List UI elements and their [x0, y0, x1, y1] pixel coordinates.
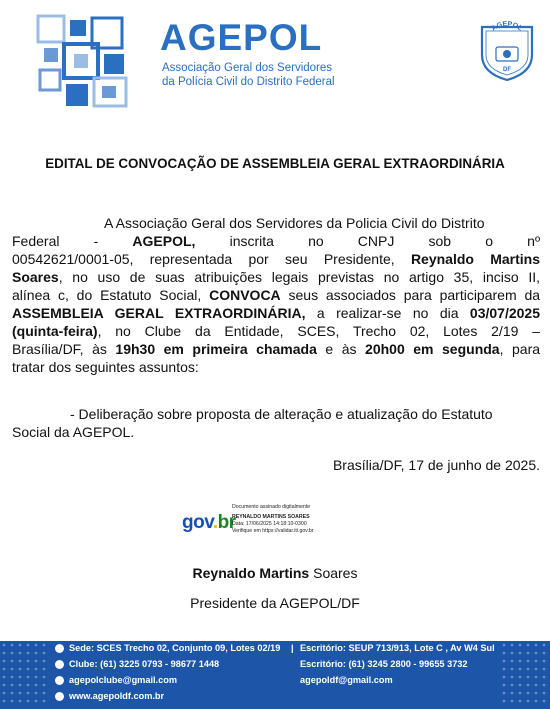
footer-dot: [535, 644, 538, 647]
footer-dot: [535, 676, 538, 679]
footer-dot: [519, 660, 522, 663]
footer-address: Sede: SCES Trecho 02, Conjunto 09, Lotes 02/19: [69, 643, 281, 653]
footer-dot: [27, 660, 30, 663]
footer-dot: [27, 644, 30, 647]
footer-dot: [3, 668, 6, 671]
footer-dot: [543, 668, 546, 671]
footer-dot: [19, 660, 22, 663]
digital-signature-stamp: [176, 500, 356, 546]
place-date: Brasília/DF, 17 de junho de 2025.: [332, 457, 540, 473]
document-title: EDITAL DE CONVOCAÇÃO DE ASSEMBLEIA GERAL EXTRAORDINÁRIA: [45, 156, 505, 171]
svg-text:DF: DF: [503, 67, 511, 73]
footer-dot: [543, 700, 546, 703]
footer-club-email[interactable]: agepolclube@gmail.com: [69, 675, 178, 685]
footer-dot: [3, 684, 6, 687]
footer-dot: [519, 700, 522, 703]
para1-line-8: Brasília/DF, às 19h30 em primeira chamada e às 20h00 em segunda, para: [12, 341, 541, 357]
footer-dot: [11, 684, 14, 687]
footer-dot: [11, 676, 14, 679]
footer-dot: [543, 652, 546, 655]
footer-dot: [511, 652, 514, 655]
footer-dot: [503, 700, 506, 703]
footer-dot: [511, 668, 514, 671]
footer-separator: |: [291, 643, 294, 653]
footer: [0, 641, 550, 709]
footer-office-phone: Escritório: (61) 3245 2800 - 99655 3732: [300, 659, 468, 669]
footer-dot: [535, 668, 538, 671]
footer-dot: [543, 676, 546, 679]
para2-line-1: - Deliberação sobre proposta de alteração e atualização do Estatuto: [70, 406, 493, 422]
footer-dot: [527, 660, 530, 663]
brand-name: AGEPOL: [160, 17, 323, 58]
footer-dot: [503, 652, 506, 655]
footer-dot: [19, 652, 22, 655]
footer-dot: [11, 660, 14, 663]
footer-dot: [535, 684, 538, 687]
footer-dot: [535, 660, 538, 663]
globe-icon: [55, 692, 64, 701]
footer-dot: [35, 692, 38, 695]
footer-club-phone: Clube: (61) 3225 0793 - 98677 1448: [69, 659, 220, 669]
footer-dot: [43, 660, 46, 663]
footer-dot: [11, 644, 14, 647]
footer-dot: [43, 676, 46, 679]
footer-office-address: Escritório: SEUP 713/913, Lote C , Av W4 Sul: [300, 643, 495, 653]
footer-dot: [511, 660, 514, 663]
footer-dot: [527, 644, 530, 647]
signer-name: Reynaldo Martins Soares: [192, 565, 358, 581]
govbr-logo: gov.br: [182, 512, 236, 533]
footer-dot: [11, 692, 14, 695]
footer-dot: [27, 668, 30, 671]
para1-line-3: 00542621/0001-05, representada por seu Presidente, Reynaldo Martins: [12, 251, 541, 267]
footer-dot: [511, 692, 514, 695]
footer-dot: [35, 652, 38, 655]
footer-dot: [503, 692, 506, 695]
footer-dot: [3, 644, 6, 647]
svg-text:AGEPOL: AGEPOL: [490, 20, 524, 33]
footer-dot: [11, 652, 14, 655]
footer-dot: [511, 676, 514, 679]
stamp-line-2: REYNALDO MARTINS SOARES: [232, 514, 310, 520]
footer-dot: [519, 644, 522, 647]
footer-dot: [3, 652, 6, 655]
phone-icon: [55, 660, 64, 669]
footer-dot: [527, 676, 530, 679]
footer-dot: [527, 652, 530, 655]
footer-dot: [503, 668, 506, 671]
footer-dot: [43, 700, 46, 703]
footer-dot: [35, 644, 38, 647]
footer-dot: [27, 692, 30, 695]
footer-dot: [3, 692, 6, 695]
footer-dot: [43, 668, 46, 671]
footer-dot: [19, 644, 22, 647]
footer-dot: [11, 700, 14, 703]
footer-dot: [19, 676, 22, 679]
agepol-logo-squares: [36, 14, 132, 110]
para2-line-2: Social da AGEPOL.: [12, 424, 135, 440]
footer-dot: [27, 700, 30, 703]
footer-dot: [543, 692, 546, 695]
footer-dot: [35, 700, 38, 703]
footer-dot: [19, 668, 22, 671]
footer-dot: [503, 644, 506, 647]
brand-subtitle-1: Associação Geral dos Servidores: [162, 62, 333, 74]
footer-dot: [543, 644, 546, 647]
footer-dot: [519, 668, 522, 671]
footer-dot: [535, 700, 538, 703]
footer-dot: [19, 700, 22, 703]
footer-dot: [43, 644, 46, 647]
brand-subtitle-2: da Polícia Civil do Distrito Federal: [162, 76, 335, 88]
footer-dot: [503, 660, 506, 663]
para1-line-4: Soares, no uso de suas atribuições legais previstas no artigo 35, inciso II,: [12, 269, 540, 285]
location-pin-icon: [55, 644, 64, 653]
agepol-seal: [474, 17, 540, 83]
footer-dot: [527, 668, 530, 671]
footer-dot: [43, 692, 46, 695]
footer-dot: [35, 684, 38, 687]
footer-dot: [11, 668, 14, 671]
footer-dot: [3, 700, 6, 703]
footer-dot: [543, 684, 546, 687]
footer-dot: [19, 684, 22, 687]
footer-dot: [27, 676, 30, 679]
para1-line-7: (quinta-feira), no Clube da Entidade, SCES, Trecho 02, Lotes 2/19 –: [12, 323, 540, 339]
footer-dot: [43, 684, 46, 687]
footer-dot: [3, 676, 6, 679]
footer-dot: [19, 692, 22, 695]
footer-office-email[interactable]: agepoldf@gmail.com: [300, 675, 393, 685]
email-icon: [55, 676, 64, 685]
stamp-line-3: Data: 17/06/2025 14:18:10-0300: [232, 521, 307, 527]
footer-dot: [519, 652, 522, 655]
para1-line-9: tratar dos seguintes assuntos:: [12, 359, 199, 375]
stamp-line-1: Documento assinado digitalmente: [232, 504, 311, 510]
footer-dot: [527, 692, 530, 695]
footer-dot: [35, 676, 38, 679]
footer-dot: [35, 668, 38, 671]
footer-dot: [35, 660, 38, 663]
footer-dot: [519, 692, 522, 695]
footer-dot: [511, 644, 514, 647]
footer-dot: [511, 684, 514, 687]
footer-dot: [535, 692, 538, 695]
footer-dot: [519, 676, 522, 679]
footer-dot: [503, 684, 506, 687]
footer-dot: [27, 652, 30, 655]
para1-line-2: Federal - AGEPOL, inscrita no CNPJ sob o nº: [12, 233, 541, 249]
footer-dot: [3, 660, 6, 663]
footer-dot: [535, 652, 538, 655]
para1-line-5: alínea c, do Estatuto Social, CONVOCA seus associados para participarem da: [12, 287, 541, 303]
footer-dot: [27, 684, 30, 687]
footer-dot: [519, 684, 522, 687]
para1-line-6: ASSEMBLEIA GERAL EXTRAORDINÁRIA, a realizar-se no dia 03/07/2025: [12, 305, 540, 321]
signer-role: Presidente da AGEPOL/DF: [190, 595, 360, 611]
footer-website[interactable]: www.agepoldf.com.br: [69, 691, 165, 701]
para1-line-1: A Associação Geral dos Servidores da Policia Civil do Distrito: [104, 215, 485, 231]
stamp-line-4: Verifique em https://validar.iti.gov.br: [232, 528, 314, 534]
footer-dot: [543, 660, 546, 663]
footer-dot: [527, 700, 530, 703]
footer-dot: [503, 676, 506, 679]
footer-dot: [43, 652, 46, 655]
footer-dot: [527, 684, 530, 687]
footer-dot: [511, 700, 514, 703]
